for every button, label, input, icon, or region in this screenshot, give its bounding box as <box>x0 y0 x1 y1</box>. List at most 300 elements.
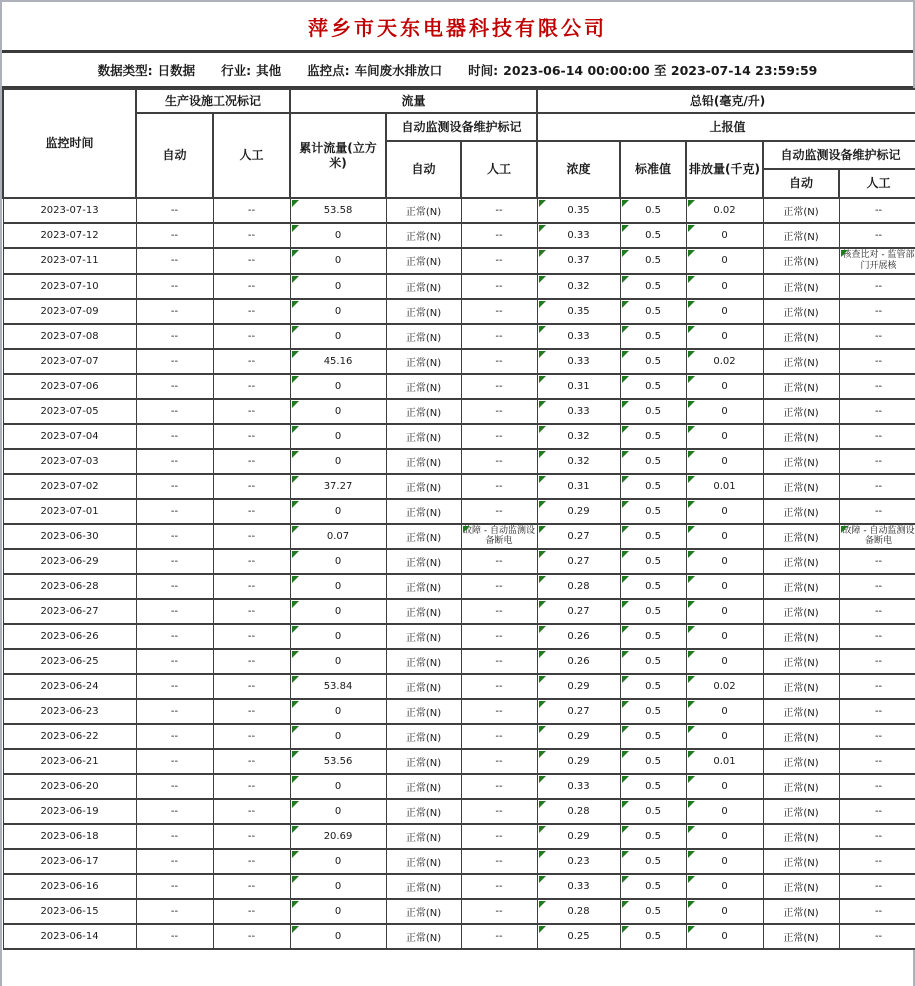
cell-standard-value: 0.5 <box>620 824 686 849</box>
table-row <box>3 874 915 899</box>
cell-emission: 0 <box>686 299 763 324</box>
cell-standard-value: 0.5 <box>620 724 686 749</box>
cell-lead-maintenance-manual: -- <box>839 274 915 299</box>
cell-standard-value: 0.5 <box>620 774 686 799</box>
table-row <box>3 674 915 699</box>
cell-cumulative-flow: 0 <box>290 248 386 274</box>
cell-standard-value: 0.5 <box>620 549 686 574</box>
cell-standard-value: 0.5 <box>620 248 686 274</box>
meta-industry <box>221 61 281 79</box>
col-header-monitor-time: 监控时间 <box>3 89 136 198</box>
cell-production-auto: -- <box>136 324 213 349</box>
cell-cumulative-flow: 53.56 <box>290 749 386 774</box>
cell-emission: 0 <box>686 824 763 849</box>
cell-production-manual: -- <box>213 799 290 824</box>
cell-production-manual: -- <box>213 223 290 248</box>
cell-emission: 0 <box>686 799 763 824</box>
cell-standard-value: 0.5 <box>620 349 686 374</box>
cell-cumulative-flow: 0 <box>290 624 386 649</box>
cell-emission: 0 <box>686 624 763 649</box>
cell-monitor-time: 2023-06-29 <box>3 549 136 574</box>
cell-lead-maintenance-manual: -- <box>839 849 915 874</box>
cell-emission: 0 <box>686 724 763 749</box>
cell-monitor-time: 2023-06-24 <box>3 674 136 699</box>
group-header-total-lead: 总铅(毫克/升) <box>537 89 915 113</box>
cell-production-manual: -- <box>213 624 290 649</box>
cell-concentration: 0.27 <box>537 524 620 550</box>
cell-production-manual: -- <box>213 499 290 524</box>
cell-production-auto: -- <box>136 599 213 624</box>
cell-lead-maintenance-manual: -- <box>839 299 915 324</box>
table-row <box>3 824 915 849</box>
cell-monitor-time: 2023-06-19 <box>3 799 136 824</box>
cell-flow-maintenance-manual: -- <box>461 724 537 749</box>
cell-production-auto: -- <box>136 924 213 949</box>
cell-monitor-time: 2023-06-15 <box>3 899 136 924</box>
cell-cumulative-flow: 0 <box>290 699 386 724</box>
table-row <box>3 849 915 874</box>
cell-flow-maintenance-auto: 正常(N) <box>386 223 461 248</box>
cell-emission: 0 <box>686 399 763 424</box>
cell-concentration: 0.33 <box>537 874 620 899</box>
cell-monitor-time: 2023-07-01 <box>3 499 136 524</box>
cell-monitor-time: 2023-07-07 <box>3 349 136 374</box>
table-row <box>3 774 915 799</box>
cell-concentration: 0.35 <box>537 299 620 324</box>
cell-lead-maintenance-manual: -- <box>839 724 915 749</box>
cell-cumulative-flow: 0 <box>290 223 386 248</box>
cell-production-manual: -- <box>213 749 290 774</box>
cell-concentration: 0.32 <box>537 424 620 449</box>
cell-standard-value: 0.5 <box>620 649 686 674</box>
cell-concentration: 0.28 <box>537 799 620 824</box>
cell-lead-maintenance-manual: -- <box>839 799 915 824</box>
cell-lead-maintenance-auto: 正常(N) <box>763 223 839 248</box>
cell-flow-maintenance-manual: -- <box>461 649 537 674</box>
cell-cumulative-flow: 0 <box>290 574 386 599</box>
table-row <box>3 699 915 724</box>
cell-lead-maintenance-manual: -- <box>839 824 915 849</box>
cell-monitor-time: 2023-06-21 <box>3 749 136 774</box>
cell-flow-maintenance-manual: -- <box>461 824 537 849</box>
cell-lead-maintenance-manual: -- <box>839 549 915 574</box>
cell-cumulative-flow: 0 <box>290 424 386 449</box>
cell-emission: 0 <box>686 424 763 449</box>
cell-standard-value: 0.5 <box>620 374 686 399</box>
cell-production-auto: -- <box>136 274 213 299</box>
cell-flow-maintenance-auto: 正常(N) <box>386 324 461 349</box>
cell-concentration: 0.29 <box>537 499 620 524</box>
table-row <box>3 299 915 324</box>
cell-flow-maintenance-auto: 正常(N) <box>386 624 461 649</box>
table-row <box>3 198 915 223</box>
cell-flow-maintenance-manual: -- <box>461 474 537 499</box>
cell-monitor-time: 2023-06-26 <box>3 624 136 649</box>
cell-emission: 0.02 <box>686 349 763 374</box>
cell-flow-maintenance-manual: -- <box>461 324 537 349</box>
cell-flow-maintenance-manual: -- <box>461 399 537 424</box>
cell-flow-maintenance-manual: -- <box>461 899 537 924</box>
cell-production-manual: -- <box>213 549 290 574</box>
cell-monitor-time: 2023-06-17 <box>3 849 136 874</box>
group-header-flow: 流量 <box>290 89 537 113</box>
cell-standard-value: 0.5 <box>620 674 686 699</box>
table-row <box>3 449 915 474</box>
monitoring-data-table <box>2 88 915 950</box>
cell-lead-maintenance-auto: 正常(N) <box>763 399 839 424</box>
table-row <box>3 749 915 774</box>
cell-lead-maintenance-auto: 正常(N) <box>763 649 839 674</box>
cell-monitor-time: 2023-06-28 <box>3 574 136 599</box>
cell-production-manual: -- <box>213 449 290 474</box>
cell-emission: 0 <box>686 374 763 399</box>
cell-flow-maintenance-manual: -- <box>461 774 537 799</box>
cell-lead-maintenance-manual: -- <box>839 899 915 924</box>
cell-monitor-time: 2023-06-22 <box>3 724 136 749</box>
cell-lead-maintenance-auto: 正常(N) <box>763 849 839 874</box>
cell-standard-value: 0.5 <box>620 499 686 524</box>
table-row <box>3 324 915 349</box>
cell-lead-maintenance-auto: 正常(N) <box>763 274 839 299</box>
meta-time-label: 时间: <box>468 62 499 78</box>
cell-lead-maintenance-manual: -- <box>839 649 915 674</box>
cell-production-manual: -- <box>213 399 290 424</box>
cell-concentration: 0.29 <box>537 749 620 774</box>
cell-lead-maintenance-manual: -- <box>839 699 915 724</box>
col-header-lead-auto: 自动 <box>763 169 839 198</box>
cell-monitor-time: 2023-07-08 <box>3 324 136 349</box>
table-row <box>3 524 915 550</box>
table-row <box>3 424 915 449</box>
cell-lead-maintenance-manual: -- <box>839 749 915 774</box>
cell-concentration: 0.26 <box>537 649 620 674</box>
cell-standard-value: 0.5 <box>620 874 686 899</box>
cell-production-manual: -- <box>213 899 290 924</box>
cell-production-manual: -- <box>213 849 290 874</box>
cell-lead-maintenance-manual: -- <box>839 774 915 799</box>
cell-production-manual: -- <box>213 198 290 223</box>
cell-standard-value: 0.5 <box>620 849 686 874</box>
cell-emission: 0 <box>686 499 763 524</box>
cell-flow-maintenance-manual: -- <box>461 574 537 599</box>
cell-lead-maintenance-auto: 正常(N) <box>763 248 839 274</box>
cell-production-auto: -- <box>136 774 213 799</box>
cell-standard-value: 0.5 <box>620 324 686 349</box>
cell-lead-maintenance-manual: -- <box>839 499 915 524</box>
cell-flow-maintenance-auto: 正常(N) <box>386 724 461 749</box>
table-header <box>3 89 915 198</box>
cell-flow-maintenance-auto: 正常(N) <box>386 349 461 374</box>
meta-bar <box>2 53 913 88</box>
cell-production-manual: -- <box>213 349 290 374</box>
cell-flow-maintenance-manual: -- <box>461 248 537 274</box>
cell-monitor-time: 2023-06-23 <box>3 699 136 724</box>
cell-emission: 0.02 <box>686 198 763 223</box>
meta-site-label: 监控点: <box>307 62 350 78</box>
cell-lead-maintenance-manual: -- <box>839 924 915 949</box>
cell-cumulative-flow: 53.58 <box>290 198 386 223</box>
cell-lead-maintenance-auto: 正常(N) <box>763 449 839 474</box>
cell-lead-maintenance-manual: 故障 - 自动监测设备断电 <box>839 524 915 550</box>
cell-production-auto: -- <box>136 499 213 524</box>
table-row <box>3 549 915 574</box>
cell-flow-maintenance-auto: 正常(N) <box>386 649 461 674</box>
cell-standard-value: 0.5 <box>620 274 686 299</box>
cell-lead-maintenance-manual: -- <box>839 324 915 349</box>
cell-flow-maintenance-manual: -- <box>461 599 537 624</box>
cell-cumulative-flow: 53.84 <box>290 674 386 699</box>
cell-concentration: 0.27 <box>537 699 620 724</box>
cell-cumulative-flow: 0 <box>290 274 386 299</box>
cell-flow-maintenance-manual: -- <box>461 549 537 574</box>
cell-flow-maintenance-auto: 正常(N) <box>386 599 461 624</box>
meta-industry-value: 其他 <box>256 62 282 78</box>
cell-lead-maintenance-auto: 正常(N) <box>763 724 839 749</box>
cell-emission: 0 <box>686 324 763 349</box>
col-header-production-manual: 人工 <box>213 113 290 198</box>
cell-flow-maintenance-auto: 正常(N) <box>386 774 461 799</box>
cell-flow-maintenance-auto: 正常(N) <box>386 274 461 299</box>
cell-cumulative-flow: 0 <box>290 374 386 399</box>
cell-lead-maintenance-manual: -- <box>839 624 915 649</box>
cell-emission: 0 <box>686 924 763 949</box>
cell-lead-maintenance-auto: 正常(N) <box>763 499 839 524</box>
cell-production-manual: -- <box>213 374 290 399</box>
cell-production-auto: -- <box>136 624 213 649</box>
cell-emission: 0 <box>686 274 763 299</box>
cell-flow-maintenance-auto: 正常(N) <box>386 849 461 874</box>
meta-time-range <box>468 61 817 79</box>
cell-production-auto: -- <box>136 799 213 824</box>
cell-concentration: 0.25 <box>537 924 620 949</box>
cell-production-manual: -- <box>213 524 290 550</box>
cell-flow-maintenance-auto: 正常(N) <box>386 899 461 924</box>
cell-standard-value: 0.5 <box>620 524 686 550</box>
col-header-production-auto: 自动 <box>136 113 213 198</box>
cell-lead-maintenance-manual: -- <box>839 574 915 599</box>
col-header-cumulative-flow: 累计流量(立方米) <box>290 113 386 198</box>
table-row <box>3 374 915 399</box>
cell-emission: 0.01 <box>686 474 763 499</box>
cell-flow-maintenance-manual: -- <box>461 274 537 299</box>
table-row <box>3 399 915 424</box>
cell-standard-value: 0.5 <box>620 799 686 824</box>
cell-production-manual: -- <box>213 724 290 749</box>
cell-lead-maintenance-auto: 正常(N) <box>763 549 839 574</box>
table-row <box>3 274 915 299</box>
cell-concentration: 0.33 <box>537 774 620 799</box>
cell-monitor-time: 2023-06-14 <box>3 924 136 949</box>
cell-production-auto: -- <box>136 449 213 474</box>
cell-production-manual: -- <box>213 474 290 499</box>
cell-concentration: 0.35 <box>537 198 620 223</box>
cell-flow-maintenance-manual: -- <box>461 749 537 774</box>
table-row <box>3 574 915 599</box>
cell-cumulative-flow: 0 <box>290 799 386 824</box>
group-header-lead-maintenance: 自动监测设备维护标记 <box>763 141 915 169</box>
cell-lead-maintenance-auto: 正常(N) <box>763 624 839 649</box>
cell-cumulative-flow: 0 <box>290 499 386 524</box>
cell-production-manual: -- <box>213 924 290 949</box>
cell-monitor-time: 2023-07-06 <box>3 374 136 399</box>
cell-flow-maintenance-auto: 正常(N) <box>386 248 461 274</box>
cell-production-auto: -- <box>136 399 213 424</box>
group-header-flow-maintenance: 自动监测设备维护标记 <box>386 113 537 141</box>
table-row <box>3 899 915 924</box>
cell-cumulative-flow: 0.07 <box>290 524 386 550</box>
cell-cumulative-flow: 0 <box>290 649 386 674</box>
cell-concentration: 0.27 <box>537 549 620 574</box>
cell-flow-maintenance-manual: -- <box>461 374 537 399</box>
col-header-flow-manual: 人工 <box>461 141 537 198</box>
cell-concentration: 0.28 <box>537 574 620 599</box>
cell-production-auto: -- <box>136 649 213 674</box>
col-header-emission: 排放量(千克) <box>686 141 763 198</box>
cell-production-manual: -- <box>213 699 290 724</box>
cell-production-auto: -- <box>136 699 213 724</box>
cell-production-auto: -- <box>136 299 213 324</box>
cell-standard-value: 0.5 <box>620 699 686 724</box>
cell-production-manual: -- <box>213 649 290 674</box>
cell-flow-maintenance-manual: -- <box>461 799 537 824</box>
cell-cumulative-flow: 0 <box>290 324 386 349</box>
cell-flow-maintenance-auto: 正常(N) <box>386 424 461 449</box>
table-row <box>3 724 915 749</box>
cell-concentration: 0.29 <box>537 674 620 699</box>
cell-production-auto: -- <box>136 824 213 849</box>
cell-lead-maintenance-auto: 正常(N) <box>763 924 839 949</box>
cell-lead-maintenance-manual: -- <box>839 874 915 899</box>
cell-monitor-time: 2023-06-27 <box>3 599 136 624</box>
cell-concentration: 0.32 <box>537 449 620 474</box>
cell-flow-maintenance-auto: 正常(N) <box>386 824 461 849</box>
cell-production-manual: -- <box>213 574 290 599</box>
cell-emission: 0 <box>686 549 763 574</box>
cell-emission: 0 <box>686 849 763 874</box>
meta-data-type-label: 数据类型: <box>97 62 153 78</box>
cell-emission: 0 <box>686 774 763 799</box>
cell-lead-maintenance-auto: 正常(N) <box>763 524 839 550</box>
cell-emission: 0.02 <box>686 674 763 699</box>
cell-production-manual: -- <box>213 824 290 849</box>
cell-flow-maintenance-auto: 正常(N) <box>386 549 461 574</box>
cell-concentration: 0.26 <box>537 624 620 649</box>
cell-monitor-time: 2023-07-04 <box>3 424 136 449</box>
cell-flow-maintenance-auto: 正常(N) <box>386 924 461 949</box>
cell-flow-maintenance-auto: 正常(N) <box>386 299 461 324</box>
cell-cumulative-flow: 37.27 <box>290 474 386 499</box>
cell-lead-maintenance-manual: -- <box>839 223 915 248</box>
cell-production-auto: -- <box>136 749 213 774</box>
cell-concentration: 0.33 <box>537 349 620 374</box>
cell-concentration: 0.27 <box>537 599 620 624</box>
table-row <box>3 599 915 624</box>
cell-flow-maintenance-manual: -- <box>461 223 537 248</box>
cell-production-manual: -- <box>213 299 290 324</box>
cell-lead-maintenance-auto: 正常(N) <box>763 474 839 499</box>
cell-concentration: 0.31 <box>537 474 620 499</box>
cell-production-manual: -- <box>213 324 290 349</box>
cell-lead-maintenance-auto: 正常(N) <box>763 349 839 374</box>
table-row <box>3 248 915 274</box>
cell-flow-maintenance-auto: 正常(N) <box>386 474 461 499</box>
cell-emission: 0 <box>686 449 763 474</box>
cell-standard-value: 0.5 <box>620 474 686 499</box>
cell-lead-maintenance-auto: 正常(N) <box>763 749 839 774</box>
table-row <box>3 799 915 824</box>
cell-lead-maintenance-auto: 正常(N) <box>763 699 839 724</box>
cell-lead-maintenance-auto: 正常(N) <box>763 198 839 223</box>
cell-flow-maintenance-auto: 正常(N) <box>386 799 461 824</box>
cell-lead-maintenance-auto: 正常(N) <box>763 324 839 349</box>
col-header-flow-auto: 自动 <box>386 141 461 198</box>
cell-lead-maintenance-auto: 正常(N) <box>763 599 839 624</box>
cell-standard-value: 0.5 <box>620 299 686 324</box>
cell-flow-maintenance-auto: 正常(N) <box>386 198 461 223</box>
cell-lead-maintenance-auto: 正常(N) <box>763 574 839 599</box>
cell-standard-value: 0.5 <box>620 599 686 624</box>
cell-flow-maintenance-auto: 正常(N) <box>386 874 461 899</box>
cell-lead-maintenance-auto: 正常(N) <box>763 799 839 824</box>
cell-flow-maintenance-auto: 正常(N) <box>386 749 461 774</box>
cell-concentration: 0.28 <box>537 899 620 924</box>
cell-monitor-time: 2023-06-30 <box>3 524 136 550</box>
cell-production-manual: -- <box>213 874 290 899</box>
cell-emission: 0 <box>686 649 763 674</box>
meta-site-value: 车间废水排放口 <box>354 62 443 78</box>
cell-standard-value: 0.5 <box>620 624 686 649</box>
cell-concentration: 0.29 <box>537 724 620 749</box>
cell-production-auto: -- <box>136 248 213 274</box>
cell-flow-maintenance-manual: -- <box>461 499 537 524</box>
cell-production-auto: -- <box>136 549 213 574</box>
cell-lead-maintenance-auto: 正常(N) <box>763 774 839 799</box>
col-header-standard-value: 标准值 <box>620 141 686 198</box>
company-title: 萍乡市天东电器科技有限公司 <box>308 15 607 40</box>
table-row <box>3 474 915 499</box>
cell-production-auto: -- <box>136 349 213 374</box>
cell-standard-value: 0.5 <box>620 899 686 924</box>
cell-cumulative-flow: 0 <box>290 899 386 924</box>
cell-emission: 0 <box>686 899 763 924</box>
cell-lead-maintenance-auto: 正常(N) <box>763 899 839 924</box>
cell-lead-maintenance-manual: -- <box>839 374 915 399</box>
cell-flow-maintenance-manual: 故障 - 自动监测设备断电 <box>461 524 537 550</box>
cell-cumulative-flow: 0 <box>290 774 386 799</box>
cell-flow-maintenance-manual: -- <box>461 449 537 474</box>
cell-lead-maintenance-manual: -- <box>839 674 915 699</box>
cell-emission: 0.01 <box>686 749 763 774</box>
table-row <box>3 649 915 674</box>
table-row <box>3 499 915 524</box>
cell-flow-maintenance-manual: -- <box>461 699 537 724</box>
cell-production-auto: -- <box>136 524 213 550</box>
cell-emission: 0 <box>686 574 763 599</box>
cell-production-auto: -- <box>136 574 213 599</box>
cell-standard-value: 0.5 <box>620 924 686 949</box>
cell-cumulative-flow: 0 <box>290 449 386 474</box>
table-row <box>3 223 915 248</box>
cell-flow-maintenance-manual: -- <box>461 198 537 223</box>
cell-standard-value: 0.5 <box>620 198 686 223</box>
cell-production-manual: -- <box>213 599 290 624</box>
cell-production-auto: -- <box>136 198 213 223</box>
cell-flow-maintenance-auto: 正常(N) <box>386 699 461 724</box>
cell-production-manual: -- <box>213 774 290 799</box>
cell-flow-maintenance-manual: -- <box>461 874 537 899</box>
table-body <box>3 198 915 949</box>
cell-production-auto: -- <box>136 874 213 899</box>
